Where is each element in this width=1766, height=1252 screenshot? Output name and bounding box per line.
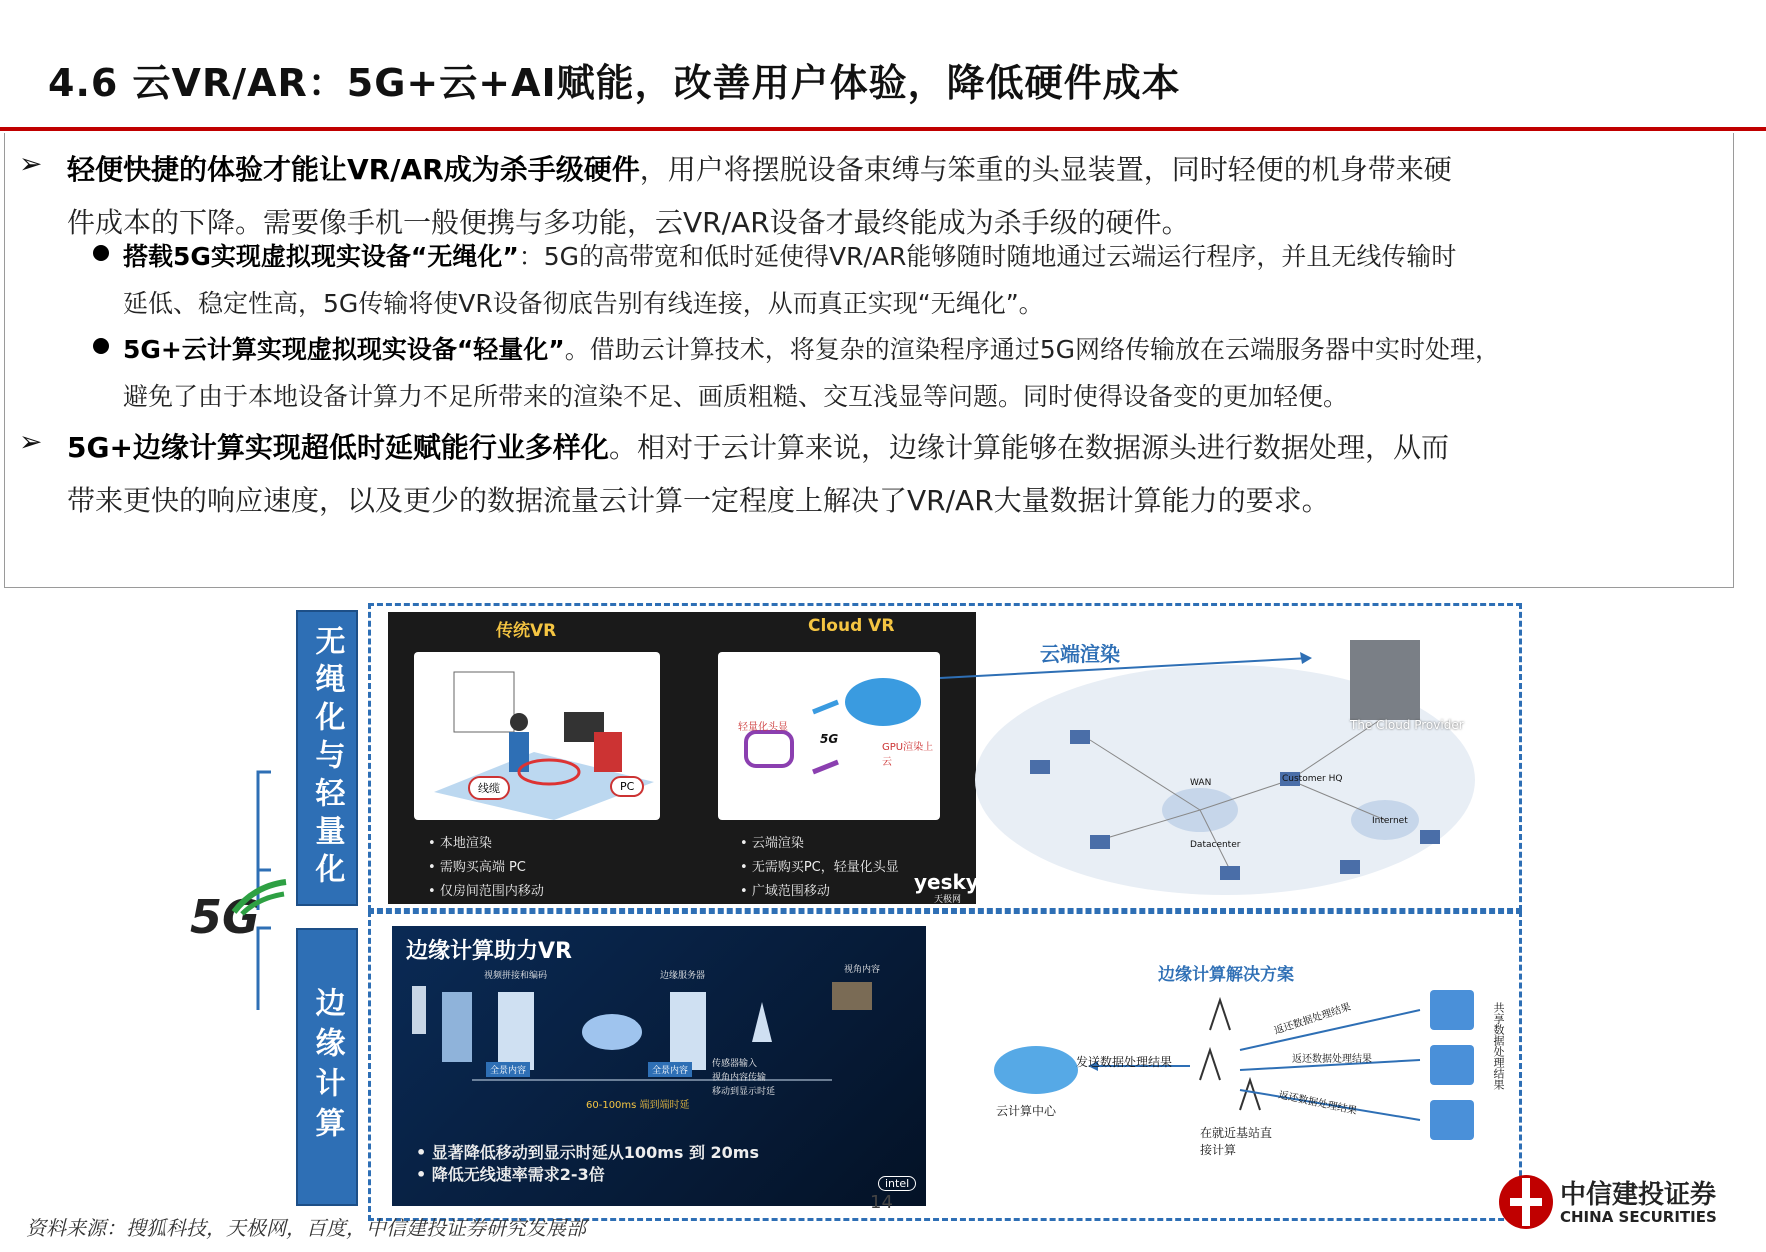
- arrow-bullet-icon: ➢: [19, 147, 43, 180]
- para2-line1: [67, 426, 1449, 466]
- edge-caption-2: 边缘服务器: [660, 971, 706, 981]
- signal-waves-icon: [228, 876, 290, 916]
- vr-comparison-panel: [388, 612, 979, 905]
- source-note: 资料来源：搜狐科技，天极网，百度，中信建投证券研究发展部: [26, 1216, 586, 1240]
- sub1-rest: ：5G的高带宽和低时延使得VR/AR能够随时随地通过云端运行程序，并且无线传输时: [518, 242, 1457, 271]
- page-number: 14: [870, 1192, 893, 1213]
- share-label: 共享数据处理结果: [1492, 1002, 1505, 1090]
- nearby-station-label: 在就近基站直接计算: [1200, 1126, 1273, 1157]
- traditional-bullet-text: 本地渲染: [439, 836, 492, 851]
- edge-vr-title: 边缘计算助力VR: [406, 939, 572, 964]
- para2-line2: 带来更快的响应速度，以及更少的数据流量云计算一定程度上解决了VR/AR大量数据计算能力的要求。: [67, 484, 1330, 517]
- sensor-label: 传感器输入: [712, 1059, 758, 1069]
- traditional-bullet-text: 需购买高端 PC: [439, 860, 526, 875]
- cloud-provider-label: The Cloud Provider: [1350, 718, 1464, 732]
- cloud-bullet-text: 云端渲染: [751, 836, 804, 851]
- light-head-label: 轻量化头显: [738, 722, 788, 733]
- cloud-vr-title: Cloud VR: [808, 616, 895, 636]
- return-label-1: 返还数据处理结果: [1272, 1001, 1353, 1037]
- side-bottom-text: 边缘计算: [309, 987, 345, 1147]
- side-label-bottom: [296, 928, 358, 1206]
- traditional-bullet: • 需购买高端 PC: [428, 860, 526, 875]
- edge-bullet: • 降低无线速率需求2-3倍: [416, 1165, 605, 1184]
- page-title: 4.6 云VR/AR：5G+云+AI赋能，改善用户体验，降低硬件成本: [48, 61, 1181, 105]
- traditional-vr-title: 传统VR: [496, 621, 557, 641]
- para1-line2: 件成本的下降。需要像手机一般便携与多功能，云VR/AR设备才最终能成为杀手级的硬件。: [67, 206, 1190, 239]
- cloud-network-diagram: [940, 630, 1510, 900]
- datacenter-label: Datacenter: [1190, 840, 1241, 850]
- para1-bold: 轻便快捷的体验才能让VR/AR成为杀手级硬件: [67, 153, 640, 186]
- panorama-box-2: 全景内容: [648, 1062, 692, 1077]
- panorama-box-1: 全景内容: [486, 1062, 530, 1077]
- cloud-bullet: • 云端渲染: [740, 836, 804, 851]
- arrow-bullet-icon: ➢: [19, 425, 43, 458]
- edge-caption-1: 视频拼接和编码: [484, 971, 548, 981]
- para2-rest: 。相对于云计算来说，边缘计算能够在数据源头进行数据处理，从而: [608, 431, 1449, 464]
- yesky-logo: yesky: [914, 870, 979, 894]
- cloud-vr-image: [718, 652, 940, 820]
- dot-bullet-icon: [93, 245, 109, 261]
- para1-line1: [67, 148, 1452, 188]
- sub1-line1: [123, 237, 1456, 273]
- 5g-logo: 5G: [190, 890, 260, 944]
- side-label-top: [296, 610, 358, 906]
- sub2-rest: 。借助云计算技术，将复杂的渲染程序通过5G网络传输放在云端服务器中实时处理，: [564, 335, 1501, 364]
- return-label-3: 返还数据处理结果: [1277, 1089, 1358, 1118]
- company-name-cn: 中信建投证券: [1560, 1180, 1717, 1210]
- edge-bullet-text: 显著降低移动到显示时延从100ms 到 20ms: [431, 1143, 759, 1162]
- cloud-bullet: • 广域范围移动: [740, 884, 830, 899]
- traditional-bullet-text: 仅房间范围内移动: [439, 884, 544, 899]
- gpu-label: GPU渲染上云: [882, 742, 934, 768]
- edge-bullet: • 显著降低移动到显示时延从100ms 到 20ms: [416, 1143, 759, 1162]
- sub2-line2: 避免了由于本地设备计算力不足所带来的渲染不足、画质粗糙、交互浅显等问题。同时使得设备变的更加轻便。: [123, 382, 1349, 411]
- yesky-sub: 天极网: [934, 895, 962, 905]
- cable-tag: 线缆: [468, 776, 510, 800]
- internet-label: Internet: [1372, 816, 1408, 826]
- wan-label: WAN: [1190, 778, 1212, 788]
- view-transfer-label: 视角内容传输: [712, 1073, 767, 1083]
- edge-solution-title: 边缘计算解决方案: [1158, 965, 1294, 985]
- edge-bullet-text: 降低无线速率需求2-3倍: [431, 1165, 605, 1184]
- citic-logo-icon: [1496, 1172, 1556, 1232]
- intel-logo: intel: [878, 1176, 916, 1191]
- side-top-text: 无绳化与轻量化: [309, 625, 345, 891]
- sub1-line2: 延低、稳定性高，5G传输将使VR设备彻底告别有线连接，从而真正实现“无绳化”。: [123, 289, 1044, 318]
- sub1-bold: 搭载5G实现虚拟现实设备“无绳化”: [123, 242, 519, 271]
- traditional-bullet: • 本地渲染: [428, 836, 492, 851]
- cloud-center-label: 云计算中心: [996, 1104, 1057, 1118]
- edge-caption-3: 视角内容: [844, 965, 881, 975]
- cloud-bullet-text: 无需购买PC，轻量化头显: [751, 860, 899, 875]
- title-rule: [0, 127, 1766, 131]
- 5g-mini-label: 5G: [820, 732, 839, 746]
- motion-latency-label: 移动到显示时延: [712, 1087, 776, 1097]
- pc-tag: PC: [610, 776, 644, 797]
- company-name-en: CHINA SECURITIES: [1560, 1208, 1717, 1226]
- send-result-label: 发送数据处理结果: [1076, 1055, 1173, 1069]
- dot-bullet-icon: [93, 338, 109, 354]
- traditional-vr-image: [414, 652, 660, 820]
- return-label-2: 返还数据处理结果: [1292, 1054, 1372, 1065]
- cloud-bullet-text: 广域范围移动: [751, 884, 830, 899]
- cloud-bullet: • 无需购买PC，轻量化头显: [740, 860, 899, 875]
- sub2-line1: [123, 330, 1500, 366]
- cloud-render-label: 云端渲染: [1040, 642, 1120, 666]
- para2-bold: 5G+边缘计算实现超低时延赋能行业多样化: [67, 431, 609, 464]
- para1-rest: ，用户将摆脱设备束缚与笨重的头显装置，同时轻便的机身带来硬: [639, 153, 1452, 186]
- hq-label: Customer HQ: [1282, 774, 1343, 784]
- latency-label: 60-100ms 端到端时延: [586, 1100, 690, 1111]
- sub2-bold: 5G+云计算实现虚拟现实设备“轻量化”: [123, 335, 565, 364]
- traditional-bullet: • 仅房间范围内移动: [428, 884, 544, 899]
- summary-box: [4, 133, 1734, 588]
- edge-vr-panel: [392, 926, 926, 1206]
